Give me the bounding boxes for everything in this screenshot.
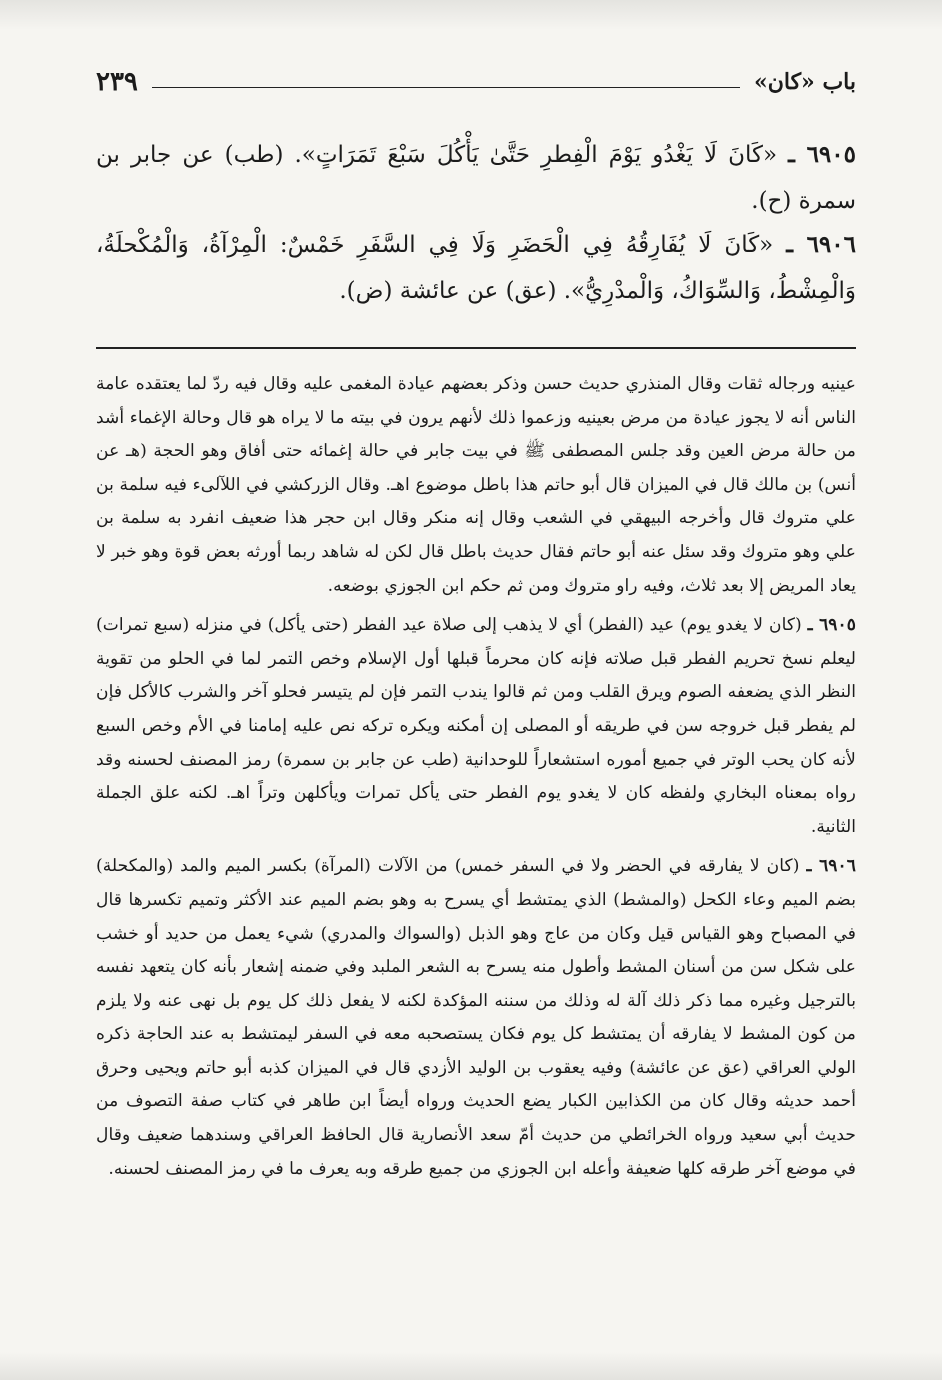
commentary-intro: عينيه ورجاله ثقات وقال المنذري حديث حسن وذكر بعضهم عيادة المغمى عليه وقال فيه ردّ لما يعتقده عامة الناس أنه لا يجوز عيادة من مرض بعينيه وزعموا ذلك لأنهم يرون في بيته ما لا يراه هو قال وحالة الإغماء أشد من حالة مرض العين وقد جلس المصطفى ﷺ في بيت جابر في حالة إغمائه حتى أفاق وهو الحجة (هـ عن أنس) بن مالك قال في الميزان قال أبو حاتم هذا باطل موضوع اهـ. وقال الزركشي في اللآلىء فيه سلمة بن علي متروك قال وأخرجه البيهقي في الشعب وقال إنه منكر وقال ابن حجر هذا ضعيف انفرد به سلمة بن علي وهو متروك وقد سئل عنه أبو حاتم فقال حديث باطل قال لكن له شاهد ربما أورثه بعض قوة وهو خبر لا يعاد المريض إلا بعد ثلاث، وفيه راو متروك ومن ثم حكم ابن الجوزي بوضعه. — [96, 374, 856, 596]
commentary-6905 — [96, 609, 856, 844]
header-rule — [152, 87, 740, 88]
footnote-divider — [96, 347, 856, 349]
page-header — [96, 62, 856, 102]
commentary-text: (كان لا يغدو يوم) عيد (الفطر) أي لا يذهب إلى صلاة عيد الفطر (حتى يأكل) في منزله (سبع تمرات) ليعلم نسخ تحريم الفطر قبل صلاته فإنه كان محرماً قبلها أول الإسلام وخص التمر لما في الحلو من تقوية النظر الذي يضعفه الصوم ويرق القلب ومن ثم قالوا يندب التمر فإن لم يتيسر فحلو آخر والشرب كالأكل فإن لم يفطر قبل خروجه سن في طريقه أو المصلى إن أمكنه ويكره تركه نص عليه إمامنا في الأم وخص السبع لأنه كان يحب الوتر في جميع أموره استشعاراً للوحدانية (طب عن جابر بن سمرة) رمز المصنف لحسنه وقد رواه بمعناه البخاري ولفظه كان لا يغدو يوم الفطر حتى يأكل تمرات ويأكلهن وتراً اهـ. لكنه علق الجملة الثانية. — [96, 615, 856, 837]
page-number: ٢٣٩ — [96, 67, 138, 97]
commentary-number: ٦٩٠٦ ـ — [806, 856, 857, 877]
hadith-6906 — [96, 222, 856, 314]
hadith-number: ٦٩٠٦ ـ — [786, 231, 856, 258]
commentary-text: (كان لا يفارقه في الحضر ولا في السفر خمس) من الآلات (المرآة) بكسر الميم والمد (والمكحلة) بضم الميم وعاء الكحل (والمشط) الذي يمتشط أي يسرح به وهو بضم الميم عند الأكثر وتميم تكسرها قال في المصباح وهو القياس قيل وكان من عاج وهو الذبل (والسواك والمدري) شيء يعمل من حديد أو خشب على شكل سن من أسنان المشط وأطول منه يسرح به الشعر الملبد وفي ضمنه إشعار بأنه كان يتعهد نفسه بالترجيل وغيره مما ذكر ذلك آلة له وذلك من سننه المؤكدة لكنه لا يفعل ذلك كل يوم بل نهى عنه ولا يلزم من كون المشط لا يفارقه أن يمتشط كل يوم فكان يستصحبه معه في السفر ليمتشط به عند الحاجة ذكره الولي العراقي (عق عن عائشة) وفيه يعقوب بن الوليد الأزدي قال في الميزان كذبه أبو حاتم ويحيى وحرق أحمد حديثه وقال كان من الكذابين الكبار يضع الحديث ورواه أيضاً ابن طاهر في كتاب صفة التصوف من حديث أبي سعيد ورواه الخرائطي من حديث أمّ سعد الأنصارية قال الحافظ العراقي وسندهما ضعيف وقال في موضع آخر طرقه كلها ضعيفة وأعله ابن الجوزي من جميع طرقه وبه يعرف ما في رمز المصنف لحسنه. — [96, 856, 856, 1179]
hadith-text: «كَانَ لَا يَغْدُو يَوْمَ الْفِطرِ حَتَّىٰ يَأْكُلَ سَبْعَ تَمَرَاتٍ». (طب) عن جابر بن سمرة (ح). — [96, 142, 856, 214]
scan-shadow-bottom — [0, 1352, 942, 1380]
scan-shadow-top — [0, 0, 942, 30]
hadith-text: «كَانَ لَا يُفَارِقُهُ فِي الْحَضَرِ وَلَا فِي السَّفَرِ خَمْسٌ: الْمِرْآةُ، وَالْمُكْحلَةُ، وَالْمِشْطُ، وَالسِّوَاكُ، وَالْمدْرِيُّ». (عق) عن عائشة (ض). — [96, 232, 856, 304]
hadith-number: ٦٩٠٥ ـ — [788, 141, 856, 168]
chapter-title: باب «كان» — [753, 69, 856, 95]
commentary-6906 — [96, 850, 856, 1186]
hadith-6905 — [96, 132, 856, 224]
commentary-number: ٦٩٠٥ ـ — [807, 615, 856, 636]
commentary — [96, 368, 856, 1192]
